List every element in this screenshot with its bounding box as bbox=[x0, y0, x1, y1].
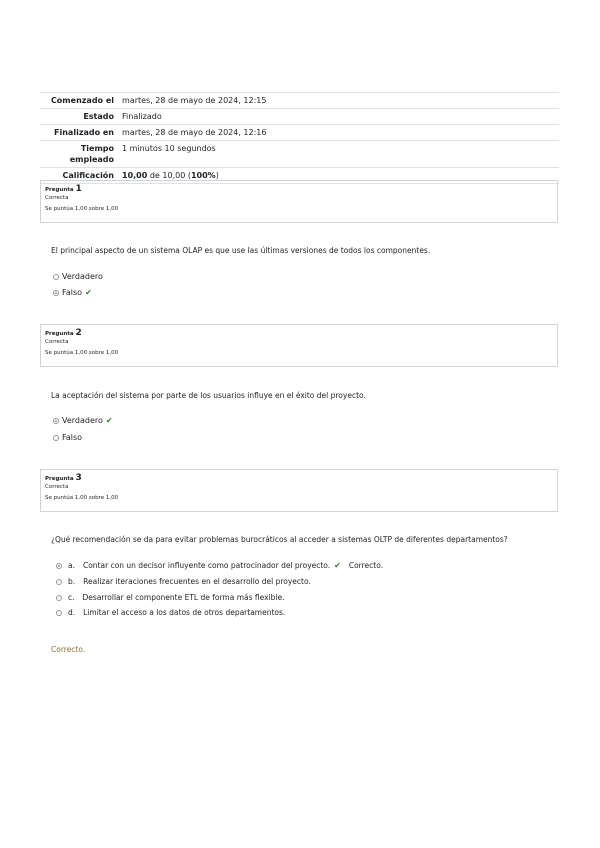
option-label: Falso bbox=[62, 288, 83, 297]
question-status: Correcta bbox=[45, 195, 69, 201]
radio-icon[interactable] bbox=[53, 290, 59, 296]
question-score: Se puntúa 1,00 sobre 1,00 bbox=[45, 495, 119, 501]
question-score: Se puntúa 1,00 sobre 1,00 bbox=[45, 206, 119, 212]
answer-text: Contar con un decisor influyente como patrocinador del proyecto. bbox=[82, 561, 331, 570]
question-label: Pregunta bbox=[45, 476, 74, 482]
answer-letter: c. bbox=[68, 593, 75, 602]
q3-answer-a[interactable] bbox=[56, 561, 383, 570]
answer-text: Limitar el acceso a los datos de otros departamentos. bbox=[83, 608, 286, 617]
answer-feedback: Correcto. bbox=[348, 561, 384, 570]
question-info-3 bbox=[40, 469, 558, 512]
answer-text: Desarrollar el componente ETL de forma más flexible. bbox=[82, 593, 285, 602]
check-icon: ✔ bbox=[334, 561, 341, 570]
summary-label: Tiempo empleado bbox=[40, 141, 118, 168]
question-number bbox=[45, 185, 553, 194]
check-icon: ✔ bbox=[105, 416, 113, 425]
summary-row-time bbox=[40, 141, 559, 168]
question-text-3: ¿Qué recomendación se da para evitar problemas burocráticos al acceder a sistemas OLTP de diferentes departamentos? bbox=[51, 535, 508, 544]
grade-end: ) bbox=[215, 171, 219, 180]
q2-option-false[interactable] bbox=[53, 433, 82, 442]
question-num: 1 bbox=[75, 184, 82, 194]
question-number bbox=[45, 329, 553, 338]
answer-letter: d. bbox=[68, 608, 76, 617]
option-label: Falso bbox=[62, 433, 83, 442]
summary-value: Finalizado bbox=[118, 109, 559, 125]
q3-answer-d[interactable] bbox=[56, 608, 285, 617]
radio-icon[interactable] bbox=[56, 563, 62, 569]
question-num: 2 bbox=[75, 328, 82, 338]
summary-label: Estado bbox=[40, 109, 118, 125]
radio-icon[interactable] bbox=[56, 595, 62, 601]
radio-icon[interactable] bbox=[53, 418, 59, 424]
summary-label: Calificación bbox=[40, 168, 118, 184]
question-label: Pregunta bbox=[45, 331, 74, 337]
question-num: 3 bbox=[75, 473, 82, 483]
question-info-1 bbox=[40, 180, 558, 223]
general-feedback: Correcto. bbox=[51, 645, 86, 654]
question-status: Correcta bbox=[45, 339, 69, 345]
check-icon: ✔ bbox=[85, 288, 92, 297]
summary-label: Finalizado en bbox=[40, 125, 118, 141]
answer-letter: a. bbox=[68, 561, 75, 570]
summary-value: martes, 28 de mayo de 2024, 12:16 bbox=[118, 125, 559, 141]
question-info-2 bbox=[40, 324, 558, 367]
q3-answer-b[interactable] bbox=[56, 577, 311, 586]
summary-row-started bbox=[40, 93, 559, 109]
question-status: Correcta bbox=[45, 484, 69, 490]
q1-option-false[interactable] bbox=[53, 288, 92, 297]
grade-mid: de 10,00 ( bbox=[147, 171, 191, 180]
question-text-1: El principal aspecto de un sistema OLAP es que use las últimas versiones de todos los componentes. bbox=[51, 246, 431, 255]
option-label: Verdadero bbox=[62, 272, 103, 281]
answer-text: Realizar iteraciones frecuentes en el desarrollo del proyecto. bbox=[83, 577, 311, 586]
summary-label: Comenzado el bbox=[40, 93, 118, 109]
q3-answer-c[interactable] bbox=[56, 593, 284, 602]
question-number bbox=[45, 474, 553, 483]
summary-value: 1 minutos 10 segundos bbox=[118, 141, 559, 168]
grade-value: 10,00 bbox=[122, 171, 148, 180]
radio-icon[interactable] bbox=[56, 610, 62, 616]
summary-value: martes, 28 de mayo de 2024, 12:15 bbox=[118, 93, 559, 109]
attempt-summary bbox=[40, 92, 559, 184]
q2-option-true[interactable] bbox=[53, 416, 113, 425]
summary-row-finished bbox=[40, 125, 559, 141]
radio-icon[interactable] bbox=[53, 435, 59, 441]
q1-option-true[interactable] bbox=[53, 272, 103, 281]
radio-icon[interactable] bbox=[53, 274, 59, 280]
answer-letter: b. bbox=[68, 577, 76, 586]
grade-percent: 100% bbox=[190, 171, 216, 180]
radio-icon[interactable] bbox=[56, 579, 62, 585]
question-text-2: La aceptación del sistema por parte de los usuarios influye en el éxito del proyecto. bbox=[51, 391, 366, 400]
summary-row-state bbox=[40, 109, 559, 125]
option-label: Verdadero bbox=[62, 416, 103, 425]
question-label: Pregunta bbox=[45, 187, 74, 193]
question-score: Se puntúa 1,00 sobre 1,00 bbox=[45, 350, 119, 356]
